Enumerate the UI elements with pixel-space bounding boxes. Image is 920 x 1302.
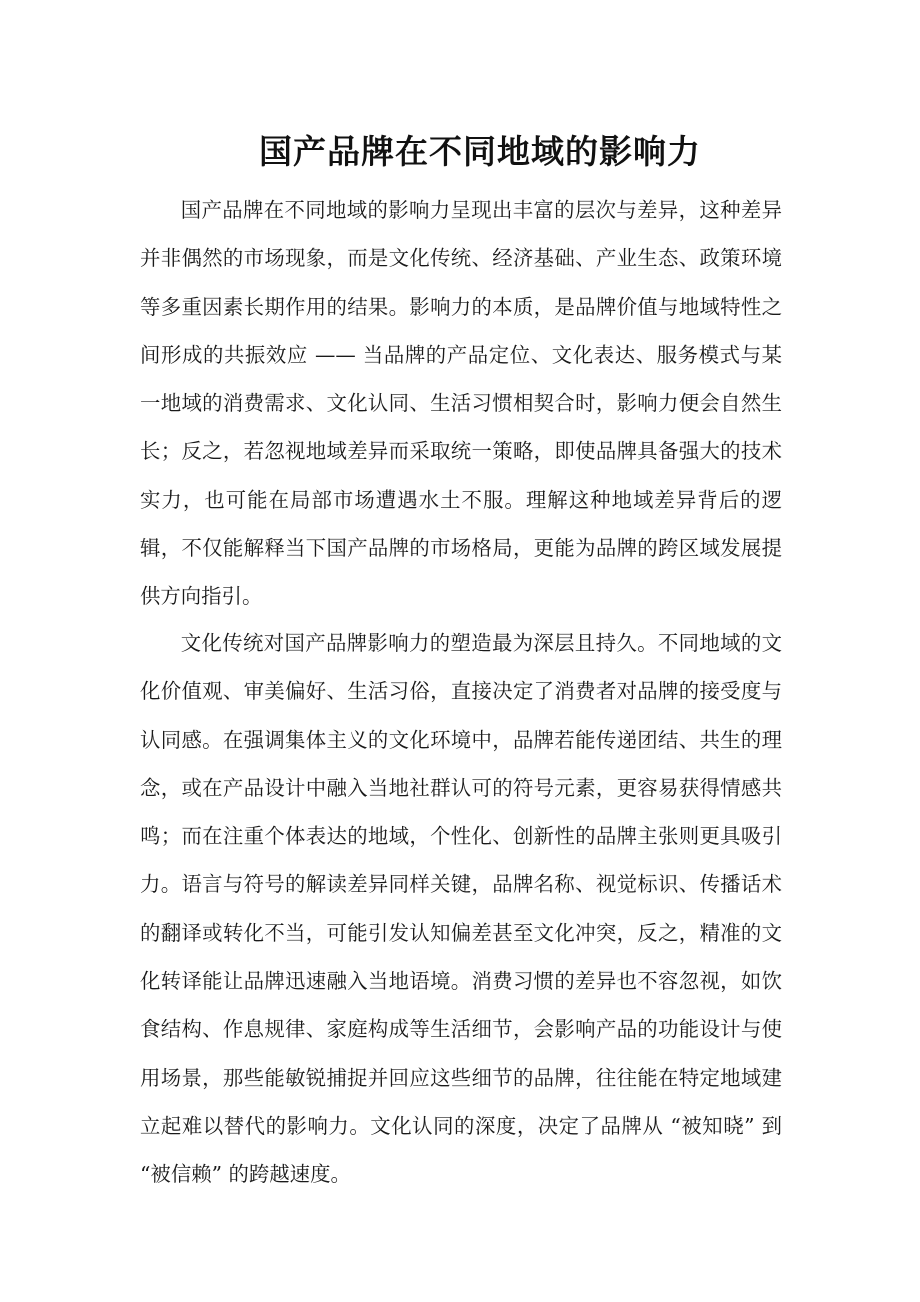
paragraph-1: 国产品牌在不同地域的影响力呈现出丰富的层次与差异，这种差异并非偶然的市场现象，而是文化传统、经济基础、产业生态、政策环境等多重因素长期作用的结果。影响力的本质，是品牌价值与地域特性之间形成的共振效应 —— 当品牌的产品定位、文化表达、服务模式与某一地域的消费需求、文化认同、生活习惯相契合时，影响力便会自然生长；反之，若忽视地域差异而采取统一策略，即使品牌具备强大的技术实力，也可能在局部市场遭遇水土不服。理解这种地域差异背后的逻辑，不仅能解释当下国产品牌的市场格局，更能为品牌的跨区域发展提供方向指引。 bbox=[140, 198, 782, 609]
document-title: 国产品牌在不同地域的影响力 bbox=[259, 132, 701, 171]
paragraph-2: 文化传统对国产品牌影响力的塑造最为深层且持久。不同地域的文化价值观、审美偏好、生活习俗，直接决定了消费者对品牌的接受度与认同感。在强调集体主义的文化环境中，品牌若能传递团结、共生的理念，或在产品设计中融入当地社群认可的符号元素，更容易获得情感共鸣；而在注重个体表达的地域，个性化、创新性的品牌主张则更具吸引力。语言与符号的解读差异同样关键，品牌名称、视觉标识、传播话术的翻译或转化不当，可能引发认知偏差甚至文化冲突，反之，精准的文化转译能让品牌迅速融入当地语境。消费习惯的差异也不容忽视，如饮食结构、作息规律、家庭构成等生活细节，会影响产品的功能设计与使用场景，那些能敏锐捕捉并回应这些细节的品牌，往往能在特定地域建立起难以替代的影响力。文化认同的深度，决定了品牌从 “被知晓” 到 “被信赖” 的跨越速度。 bbox=[140, 631, 782, 1187]
